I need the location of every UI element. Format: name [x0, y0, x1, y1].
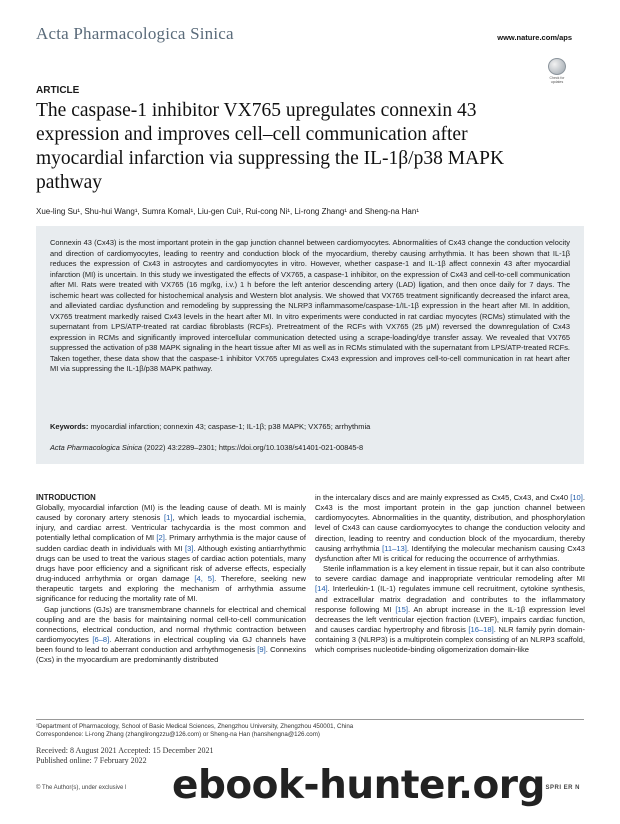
check-for-updates-button[interactable]: [546, 58, 568, 84]
published-online-date: Published online: 7 February 2022: [36, 756, 147, 765]
intro-paragraph-3: Sterile inflammation is a key element in tissue repair, but it can also contribute to severe cardiac damage and inappropriate ventricular remodeling after MI [14]. Interleukin-1 (IL-1) regulates immune cell recruitment, cytokine synthesis, and extracellular matrix degradation and contributes to the inflammatory response following MI [15]. An abrupt increase in the IL-1β expression level decreases the left ventricular ejection fraction (LVEF), impairs cardiac function, and causes cardiac hypertrophy and fibrosis [16–18]. NLR family pyrin domain-containing 3 (NLRP3) is a multiprotein complex consisting of an NLRP3 scaffold, which comprises nucleotide-binding oligomerization domain-like: [315, 564, 585, 655]
body-column-left: [36, 493, 306, 666]
check-updates-icon: [548, 58, 566, 75]
reference-link[interactable]: [9]: [257, 645, 266, 655]
article-title: The caspase-1 inhibitor VX765 upregulates connexin 43 expression and improves cell–cell communication after myocardial infarction via suppressing the IL-1β/p38 MAPK pathway: [36, 100, 505, 193]
keywords-line: [50, 422, 570, 431]
intro-paragraph-2-continued: in the intercalary discs and are mainly expressed as Cx45, Cx43, and Cx40 [10]. Cx43 is the most important protein in the gap junction channel between cardiomyocytes. Abnormalities in the quantity, distribution, and phosphorylation level of Cx43 can cause cardiomyocytes to change the conduction velocity and direction, leading to reentry and conduction block of the myocardium, thereby causing arrhythmia [11–13]. Identifying the molecular mechanism causing Cx43 dysfunction after MI is critical for reducing the occurrence of arrhythmias.: [315, 493, 585, 563]
reference-link[interactable]: [3]: [185, 543, 194, 553]
publisher-logo: SPRI ER N: [545, 785, 580, 791]
citation-line: [50, 443, 570, 452]
introduction-heading: INTRODUCTION: [36, 493, 96, 502]
footnote-divider: [36, 719, 584, 720]
reference-link[interactable]: [11–13]: [382, 543, 407, 553]
copyright-notice: © The Author(s), under exclusive l: [36, 785, 127, 791]
citation-journal: Acta Pharmacologica Sinica: [50, 443, 143, 452]
reference-link[interactable]: [2]: [156, 533, 165, 543]
check-updates-label: Check for updates: [549, 76, 565, 84]
abstract-text: Connexin 43 (Cx43) is the most important protein in the gap junction channel between cardiomyocytes. Abnormalities of Cx43 change the conduction velocity and direction of cardiomyocytes, leading to reentry and conduction block of the myocardium, thereby causing arrhythmia. It has been shown that IL-1β reduces the expression of Cx43 in astrocytes and cardiomyocytes in vitro. However, whether caspase-1 and IL-1β affect connexin 43 after myocardial infarction (MI) is uncertain. In this study we investigated the effects of VX765, a caspase-1 inhibitor, on the expression of Cx43 and cell-to-cell communication after MI. Rats were treated with VX765 (16 mg/kg, i.v.) 1 h before the left anterior descending artery (LAD) ligation, and then once daily for 7 days. The ischemic heart was collected for histochemical analysis and Western blot analysis. We showed that VX765 treatment significantly decreased the infarct area, and alleviated cardiac dysfunction and remodeling by suppressing the NLRP3 inflammasome/caspase-1/IL-1β expression in the heart after MI. In addition, VX765 treatment markedly raised Cx43 levels in the heart after MI. In vitro experiments were conducted in rat cardiac myocytes (RCMs) stimulated with the supernatant from LPS/ATP-treated rat cardiac fibroblasts (RCFs). Pretreatment of the RCFs with VX765 (25 μM) reversed the downregulation of Cx43 expression in RCMs and significantly improved intercellular communication detected using a scrape-loading/dye transfer assay. We revealed that VX765 suppressed the activation of p38 MAPK signaling in the heart tissue after MI as well as in RCMs stimulated with the supernatant from LPS/ATP-treated RCFs. Taken together, these data show that the caspase-1 inhibitor VX765 upregulates Cx43 expression and improves cell-to-cell communication in rat heart after MI via suppressing the IL-1β/p38 MAPK pathway.: [50, 238, 570, 373]
affiliation-text: ¹Department of Pharmacology, School of Basic Medical Sciences, Zhengzhou University, Zhengzhou 450001, China: [36, 723, 354, 730]
abstract-box: [36, 226, 584, 464]
affiliation-footnote: [36, 723, 584, 739]
author-list: Xue-ling Su¹, Shu-hui Wang¹, Sumra Komal¹, Liu-gen Cui¹, Rui-cong Ni¹, Li-rong Zhang¹ and Sheng-na Han¹: [36, 207, 419, 216]
intro-paragraph-1: Globally, myocardial infarction (MI) is the leading cause of death. MI is mainly caused by coronary artery stenosis [1], which leads to myocardial ischemia, injury, and cardiac arrest. Ventricular tachycardia is the most common and potentially lethal complication of MI [2]. Primary arrhythmia is the major cause of sudden cardiac death in individuals with MI [3]. Although existing antiarrhythmic drugs can be used to treat the various stages of cardiac action potentials, many drugs have poor efficiency and a significant risk of adverse effects, especially drug-induced arrhythmia or organ damage [4, 5]. Therefore, seeking new therapeutic targets and exploring the mechanism of arrhythmia assume significance for reducing the mortality rate of MI.: [36, 503, 307, 604]
reference-link[interactable]: [6–8]: [92, 635, 110, 645]
keywords-label: Keywords:: [50, 422, 89, 431]
journal-url-link[interactable]: www.nature.com/aps: [497, 33, 572, 42]
article-type-label: ARTICLE: [36, 85, 80, 96]
keywords-list: myocardial infarction; connexin 43; caspase-1; IL-1β; p38 MAPK; VX765; arrhythmia: [90, 422, 371, 431]
body-column-right: [315, 493, 585, 656]
intro-paragraph-2: Gap junctions (GJs) are transmembrane channels for electrical and chemical coupling and are the basis for maintaining normal cell-to-cell communication connections, electrical conduction, and normal rhythmic contraction between cardiomyocytes [6–8]. Alterations in electrical coupling via GJ channels have been found to lead to aberrant conduction and arrhythmogenesis [9]. Connexins (Cxs) in the myocardium are predominantly distributed: [36, 604, 306, 665]
citation-doi-link[interactable]: (2022) 43:2289–2301; https://doi.org/10.1038/s41401-021-00845-8: [142, 443, 364, 452]
reference-link[interactable]: [4, 5]: [194, 574, 215, 584]
reference-link[interactable]: [16–18]: [468, 625, 494, 635]
watermark: ebook-hunter.org: [172, 763, 545, 808]
reference-link[interactable]: [14]: [315, 584, 328, 594]
reference-link[interactable]: [15]: [395, 604, 408, 614]
correspondence-text: Correspondence: Li-rong Zhang (zhanglirongzzu@126.com) or Sheng-na Han (hanshengna@126.com): [36, 731, 320, 738]
journal-name: Acta Pharmacologica Sinica: [36, 24, 234, 43]
reference-link[interactable]: [1]: [164, 513, 173, 523]
reference-link[interactable]: [10]: [570, 493, 583, 502]
received-accepted-dates: Received: 8 August 2021 Accepted: 15 December 2021: [36, 746, 214, 755]
